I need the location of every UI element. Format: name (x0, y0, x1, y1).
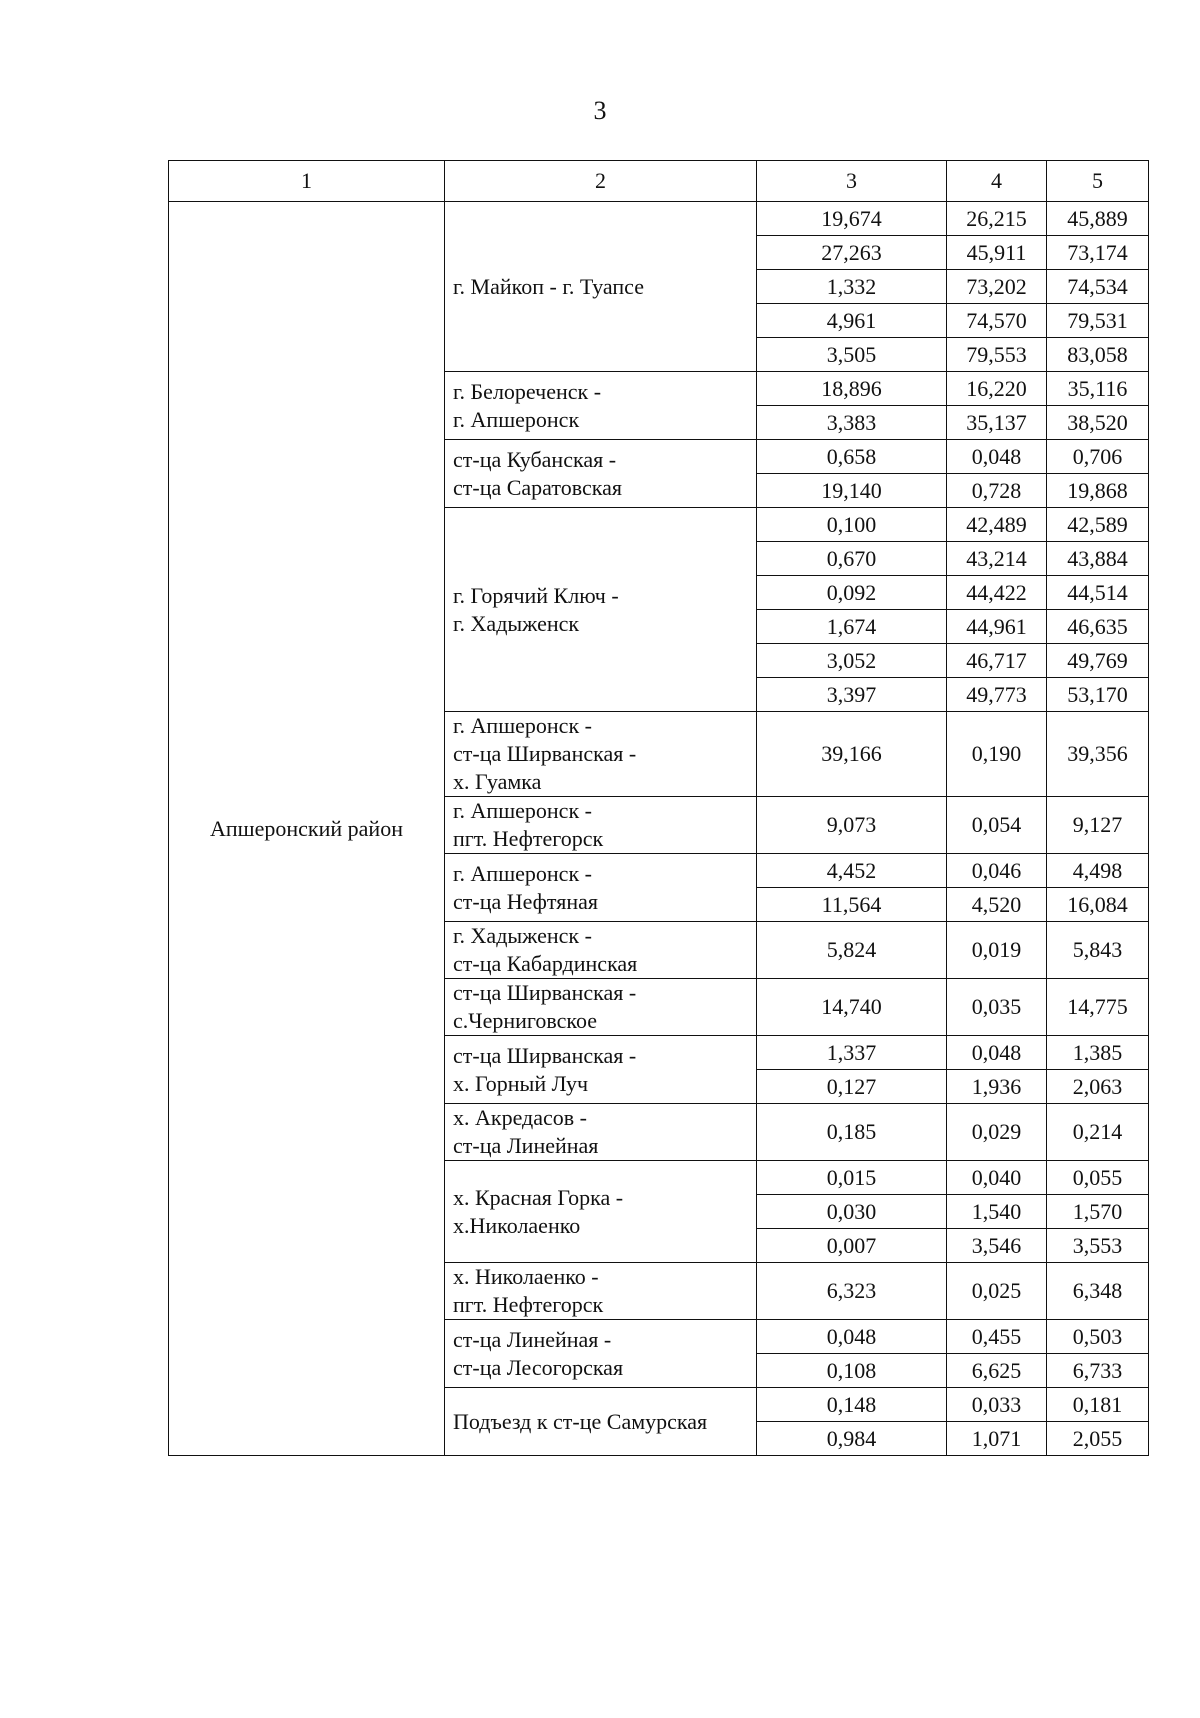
end-km: 83,058 (1047, 338, 1149, 372)
end-km: 42,589 (1047, 508, 1149, 542)
end-km: 0,214 (1047, 1104, 1149, 1161)
header-col-3: 3 (757, 161, 947, 202)
route-name-line: х.Николаенко (453, 1212, 581, 1238)
route-name-line: г. Хадыженск - (453, 923, 592, 948)
end-km: 4,498 (1047, 854, 1149, 888)
segment-length: 3,052 (757, 644, 947, 678)
start-km: 73,202 (947, 270, 1047, 304)
segment-length: 0,670 (757, 542, 947, 576)
route-name (445, 372, 757, 440)
segment-length: 4,452 (757, 854, 947, 888)
route-name-line: г. Хадыженск (453, 610, 580, 636)
header-col-4: 4 (947, 161, 1047, 202)
start-km: 46,717 (947, 644, 1047, 678)
end-km: 43,884 (1047, 542, 1149, 576)
route-name-line: х. Гуамка (453, 769, 542, 794)
segment-length: 39,166 (757, 712, 947, 797)
route-name (445, 1161, 757, 1263)
start-km: 1,540 (947, 1195, 1047, 1229)
route-name (445, 797, 757, 854)
route-name (445, 440, 757, 508)
route-name-line: г. Апшеронск (453, 406, 580, 432)
route-name-line: г. Белореченск - (453, 378, 602, 404)
route-name (445, 1104, 757, 1161)
end-km: 38,520 (1047, 406, 1149, 440)
page-number: 3 (593, 96, 607, 125)
start-km: 0,033 (947, 1388, 1047, 1422)
route-name-line: ст-ца Лесогорская (453, 1354, 624, 1380)
segment-length: 9,073 (757, 797, 947, 854)
header-col-1: 1 (169, 161, 445, 202)
route-name-line: пгт. Нефтегорск (453, 826, 604, 851)
start-km: 0,728 (947, 474, 1047, 508)
route-name-line: х. Горный Луч (453, 1070, 589, 1096)
segment-length: 3,397 (757, 678, 947, 712)
start-km: 49,773 (947, 678, 1047, 712)
end-km: 0,706 (1047, 440, 1149, 474)
end-km: 5,843 (1047, 922, 1149, 979)
end-km: 6,348 (1047, 1263, 1149, 1320)
route-name-line: ст-ца Ширванская - (453, 741, 637, 766)
segment-length: 3,383 (757, 406, 947, 440)
route-name-line: Подъезд к ст-це Самурская (453, 1408, 708, 1434)
end-km: 53,170 (1047, 678, 1149, 712)
route-name (445, 1263, 757, 1320)
start-km: 0,040 (947, 1161, 1047, 1195)
end-km: 16,084 (1047, 888, 1149, 922)
end-km: 74,534 (1047, 270, 1149, 304)
end-km: 46,635 (1047, 610, 1149, 644)
start-km: 0,048 (947, 440, 1047, 474)
start-km: 42,489 (947, 508, 1047, 542)
segment-length: 0,092 (757, 576, 947, 610)
start-km: 74,570 (947, 304, 1047, 338)
district-name: Апшеронский район (169, 202, 445, 1456)
end-km: 1,570 (1047, 1195, 1149, 1229)
segment-length: 0,148 (757, 1388, 947, 1422)
end-km: 44,514 (1047, 576, 1149, 610)
start-km: 1,071 (947, 1422, 1047, 1456)
start-km: 1,936 (947, 1070, 1047, 1104)
route-name (445, 854, 757, 922)
route-name-line: г. Горячий Ключ - (453, 582, 619, 608)
segment-length: 11,564 (757, 888, 947, 922)
route-name-line: с.Черниговское (453, 1008, 597, 1033)
segment-length: 6,323 (757, 1263, 947, 1320)
segment-length: 1,337 (757, 1036, 947, 1070)
road-distance-table (168, 160, 1149, 1456)
route-name-line: пгт. Нефтегорск (453, 1292, 604, 1317)
segment-length: 27,263 (757, 236, 947, 270)
route-name-line: ст-ца Кабардинская (453, 951, 638, 976)
start-km: 0,190 (947, 712, 1047, 797)
end-km: 79,531 (1047, 304, 1149, 338)
start-km: 79,553 (947, 338, 1047, 372)
segment-length: 0,127 (757, 1070, 947, 1104)
segment-length: 19,140 (757, 474, 947, 508)
end-km: 0,055 (1047, 1161, 1149, 1195)
start-km: 35,137 (947, 406, 1047, 440)
start-km: 6,625 (947, 1354, 1047, 1388)
end-km: 2,055 (1047, 1422, 1149, 1456)
route-name (445, 712, 757, 797)
segment-length: 0,658 (757, 440, 947, 474)
route-name-line: г. Майкоп - г. Туапсе (453, 273, 644, 299)
segment-length: 0,015 (757, 1161, 947, 1195)
start-km: 0,025 (947, 1263, 1047, 1320)
start-km: 44,961 (947, 610, 1047, 644)
segment-length: 0,007 (757, 1229, 947, 1263)
start-km: 0,029 (947, 1104, 1047, 1161)
route-name-line: ст-ца Линейная - (453, 1326, 612, 1352)
start-km: 43,214 (947, 542, 1047, 576)
segment-length: 5,824 (757, 922, 947, 979)
start-km: 45,911 (947, 236, 1047, 270)
end-km: 0,181 (1047, 1388, 1149, 1422)
route-name-line: ст-ца Ширванская - (453, 1042, 637, 1068)
table-row (169, 202, 1149, 236)
end-km: 73,174 (1047, 236, 1149, 270)
start-km: 44,422 (947, 576, 1047, 610)
segment-length: 0,185 (757, 1104, 947, 1161)
end-km: 39,356 (1047, 712, 1149, 797)
route-name (445, 508, 757, 712)
end-km: 14,775 (1047, 979, 1149, 1036)
segment-length: 0,108 (757, 1354, 947, 1388)
header-row (169, 161, 1149, 202)
start-km: 0,455 (947, 1320, 1047, 1354)
end-km: 49,769 (1047, 644, 1149, 678)
segment-length: 14,740 (757, 979, 947, 1036)
end-km: 2,063 (1047, 1070, 1149, 1104)
route-name (445, 1320, 757, 1388)
segment-length: 0,984 (757, 1422, 947, 1456)
end-km: 45,889 (1047, 202, 1149, 236)
route-name-line: ст-ца Линейная (453, 1133, 599, 1158)
end-km: 0,503 (1047, 1320, 1149, 1354)
end-km: 9,127 (1047, 797, 1149, 854)
segment-length: 3,505 (757, 338, 947, 372)
route-name-line: ст-ца Саратовская (453, 474, 622, 500)
route-name-line: х. Красная Горка - (453, 1184, 624, 1210)
segment-length: 0,048 (757, 1320, 947, 1354)
route-name (445, 922, 757, 979)
route-name-line: ст-ца Кубанская - (453, 446, 617, 472)
end-km: 19,868 (1047, 474, 1149, 508)
route-name-line: х. Николаенко - (453, 1264, 599, 1289)
segment-length: 0,030 (757, 1195, 947, 1229)
route-name (445, 1036, 757, 1104)
end-km: 3,553 (1047, 1229, 1149, 1263)
start-km: 0,046 (947, 854, 1047, 888)
segment-length: 1,674 (757, 610, 947, 644)
start-km: 0,054 (947, 797, 1047, 854)
route-name-line: г. Апшеронск - (453, 798, 592, 823)
route-name-line: г. Апшеронск - (453, 713, 592, 738)
segment-length: 18,896 (757, 372, 947, 406)
segment-length: 19,674 (757, 202, 947, 236)
header-col-2: 2 (445, 161, 757, 202)
table-body (169, 202, 1149, 1456)
route-name-line: г. Апшеронск - (453, 860, 592, 886)
start-km: 3,546 (947, 1229, 1047, 1263)
start-km: 16,220 (947, 372, 1047, 406)
end-km: 35,116 (1047, 372, 1149, 406)
route-name-line: ст-ца Ширванская - (453, 980, 637, 1005)
start-km: 0,048 (947, 1036, 1047, 1070)
header-col-5: 5 (1047, 161, 1149, 202)
segment-length: 1,332 (757, 270, 947, 304)
segment-length: 4,961 (757, 304, 947, 338)
route-name (445, 979, 757, 1036)
route-name-line: х. Акредасов - (453, 1105, 587, 1130)
start-km: 26,215 (947, 202, 1047, 236)
end-km: 6,733 (1047, 1354, 1149, 1388)
start-km: 0,019 (947, 922, 1047, 979)
segment-length: 0,100 (757, 508, 947, 542)
route-name-line: ст-ца Нефтяная (453, 888, 599, 914)
route-name (445, 1388, 757, 1456)
end-km: 1,385 (1047, 1036, 1149, 1070)
start-km: 4,520 (947, 888, 1047, 922)
route-name (445, 202, 757, 372)
start-km: 0,035 (947, 979, 1047, 1036)
